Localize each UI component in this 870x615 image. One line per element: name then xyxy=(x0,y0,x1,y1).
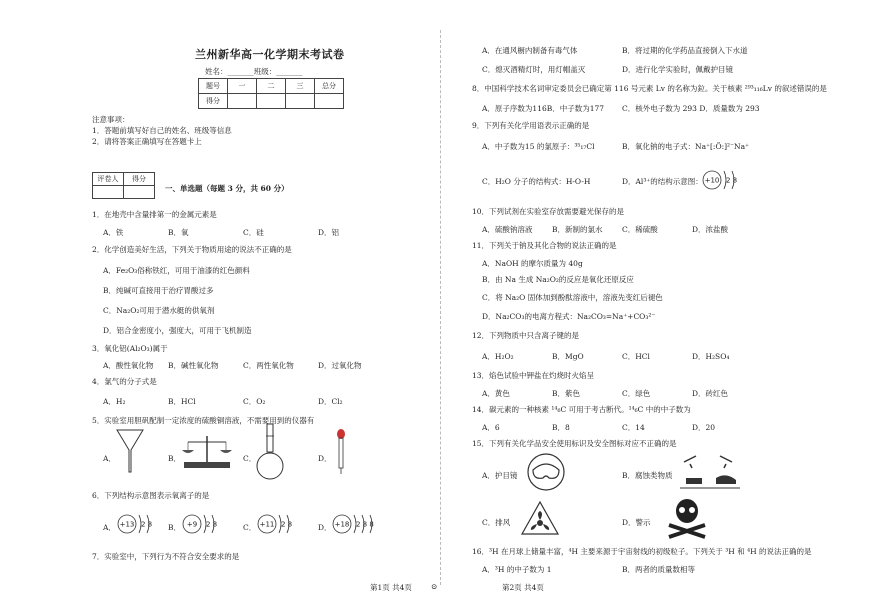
option[interactable]: B．HCl xyxy=(168,397,196,406)
option[interactable]: B．氧化钠的电子式：Na⁺[:Ö:]²⁻Na⁺ xyxy=(622,142,750,151)
option[interactable]: A．原子序数为116B．中子数为177 xyxy=(482,104,605,113)
option[interactable]: A．H₂O₂ xyxy=(482,352,514,361)
nucleus-charge: +13 xyxy=(119,520,135,529)
question-stem: 8．中国科学技术名词审定委员会已确定第 116 号元素 Lv 的名称为鉝。关于核素 ²⁹³₁₁₆Lv 的叙述错误的是 xyxy=(472,84,827,93)
option[interactable]: B．新制的氯水 xyxy=(552,225,603,234)
note-item: 1．答题前填写好自己的姓名、班级等信息 xyxy=(92,126,232,135)
option[interactable]: C．HCl xyxy=(622,352,650,361)
question-stem: 9．下列有关化学用语表示正确的是 xyxy=(472,121,590,130)
option[interactable]: D．警示 xyxy=(622,518,651,527)
shell-electrons: 2 8 xyxy=(141,520,153,529)
option[interactable]: A．NaOH 的摩尔质量为 40g xyxy=(482,259,583,268)
page-number: 第2页 共4页 xyxy=(502,583,544,592)
option[interactable]: D． xyxy=(318,523,332,532)
question-stem: 12．下列物质中只含离子键的是 xyxy=(472,331,580,340)
option[interactable]: D．铝 xyxy=(318,228,340,237)
shell-electrons: 2 8 8 xyxy=(356,520,374,529)
score-cell[interactable] xyxy=(228,94,257,109)
funnel-icon xyxy=(115,428,145,473)
score-header: 二 xyxy=(257,79,286,94)
student-info-line: 姓名：_______班级：_______ xyxy=(205,67,303,76)
option[interactable]: B．紫色 xyxy=(552,389,581,398)
question-stem: 6．下列结构示意图表示氧离子的是 xyxy=(92,491,210,500)
option[interactable]: D．20 xyxy=(692,423,716,432)
volumetric-flask-icon xyxy=(255,422,285,480)
note-item: 2．请将答案正确填写在答题卡上 xyxy=(92,137,202,146)
nucleus-charge: +9 xyxy=(186,520,198,529)
option[interactable]: D．Cl₂ xyxy=(318,397,343,406)
question-stem: 3．氧化铝(Al₂O₃)属于 xyxy=(92,344,168,353)
option[interactable]: D．进行化学实验时，佩戴护目镜 xyxy=(622,65,734,74)
option[interactable]: C．O₂ xyxy=(243,397,266,406)
score-cell[interactable] xyxy=(286,94,315,109)
exam-title: 兰州新华高一化学期末考试卷 xyxy=(195,48,345,61)
dropper-icon xyxy=(335,428,347,476)
notes-title: 注意事项： xyxy=(92,115,130,124)
question-stem: 7．实验室中，下列行为不符合安全要求的是 xyxy=(92,552,240,561)
score-header: 一 xyxy=(228,79,257,94)
score-header: 题号 xyxy=(199,79,228,94)
option[interactable]: D．过氧化物 xyxy=(318,361,362,370)
option[interactable]: C．14 xyxy=(622,423,645,432)
question-stem: 4．氯气的分子式是 xyxy=(92,377,157,386)
option[interactable]: C．H₂O 分子的结构式：H-O-H xyxy=(482,177,591,186)
goggles-icon xyxy=(525,452,567,492)
option[interactable]: C．绿色 xyxy=(622,389,651,398)
page-number: 第1页 共4页 xyxy=(370,583,412,592)
option[interactable]: D．浓盐酸 xyxy=(692,225,729,234)
question-stem: 10．下列试剂在实验室存放需要避光保存的是 xyxy=(472,207,625,216)
option[interactable]: A．H₂ xyxy=(103,397,126,406)
option[interactable]: C． xyxy=(243,523,257,532)
option[interactable]: A．Fe₂O₃俗称铁红，可用于油漆的红色颜料 xyxy=(103,266,250,275)
nucleus-charge: +10 xyxy=(704,176,720,185)
question-stem: 11．下列关于钠及其化合物的说法正确的是 xyxy=(472,241,617,250)
atom-diagram-d xyxy=(332,512,382,536)
question-stem: 1．在地壳中含量排第一的金属元素是 xyxy=(92,210,217,219)
option[interactable]: B．8 xyxy=(552,423,570,432)
question-stem: 15．下列有关化学品安全使用标识及安全图标对应不正确的是 xyxy=(472,439,677,448)
option[interactable]: C．核外电子数为 293 D．质量数为 293 xyxy=(622,104,760,113)
option[interactable]: A．中子数为15 的氯原子：³⁵₁₇Cl xyxy=(482,142,595,151)
option[interactable]: B．氧 xyxy=(168,228,189,237)
option[interactable]: A．³H 的中子数为 1 xyxy=(482,565,552,574)
option[interactable]: D．Al³⁺的结构示意图： xyxy=(622,177,703,186)
grader-header: 评卷人 xyxy=(93,173,124,186)
question-stem: 14．碳元素的一种核素 ¹⁴₆C 可用于考古断代。¹⁴₆C 中的中子数为 xyxy=(472,405,691,414)
question-stem: 16．³H 在月球上储量丰富，⁴H 主要来源于宇宙射线的初级粒子。下列关于 ³H 和 ⁴H 的说法正确的是 xyxy=(472,547,812,556)
option[interactable]: C．将 Na₂O 固体加到酚酞溶液中，溶液先变红后褪色 xyxy=(482,293,663,302)
score-header: 总分 xyxy=(315,79,344,94)
option[interactable]: B．由 Na 生成 Na₂O₂的反应是氧化还原反应 xyxy=(482,275,634,284)
question-stem: 5．实验室用胆矾配制一定浓度的硫酸铜溶液，不需要用到的仪器有 xyxy=(92,416,315,425)
option[interactable]: C．稀硫酸 xyxy=(622,225,658,234)
option[interactable]: A． xyxy=(103,454,116,463)
option[interactable]: A．在通风橱内制备有毒气体 xyxy=(482,46,578,55)
option[interactable]: B． xyxy=(168,454,182,463)
option[interactable]: A．硫酸钠溶液 xyxy=(482,225,533,234)
shell-electrons: 2 8 xyxy=(281,520,293,529)
option[interactable]: C．熄灭酒精灯时，用灯帽盖灭 xyxy=(482,65,586,74)
score-cell[interactable] xyxy=(315,94,344,109)
option[interactable]: C．Na₂O₂可用于潜水艇的供氧剂 xyxy=(103,306,215,315)
option[interactable]: A．铁 xyxy=(103,228,124,237)
grader-cell[interactable] xyxy=(93,186,124,199)
score-cell[interactable] xyxy=(257,94,286,109)
option[interactable]: A．酸性氧化物 xyxy=(103,361,154,370)
binding-mark: ⊙ xyxy=(431,582,438,591)
option[interactable]: D．H₂SO₄ xyxy=(692,352,730,361)
atom-diagram-a xyxy=(117,512,157,536)
corrosive-icon xyxy=(680,452,740,492)
atom-diagram-c xyxy=(257,512,297,536)
option[interactable]: A． xyxy=(103,523,116,532)
score-header: 三 xyxy=(286,79,315,94)
option[interactable]: C．排风 xyxy=(482,518,511,527)
skull-crossbones-icon xyxy=(665,495,709,539)
option[interactable]: B．MgO xyxy=(552,352,584,361)
grader-table xyxy=(92,172,155,199)
shell-electrons: 2 8 xyxy=(726,176,738,185)
question-stem: 13．焰色试验中钾盐在灼烧时火焰呈 xyxy=(472,371,595,380)
option[interactable]: D． xyxy=(318,454,332,463)
grader-header: 得分 xyxy=(124,173,155,186)
al-ion-diagram xyxy=(702,168,742,192)
score-table xyxy=(198,78,344,109)
section-heading: 一、单选题（每题 3 分，共 60 分） xyxy=(165,184,289,193)
option[interactable]: D．Na₂CO₃的电离方程式：Na₂CO₃=Na⁺+CO₃²⁻ xyxy=(482,312,656,321)
shell-electrons: 2 8 xyxy=(206,520,218,529)
option[interactable]: B．将过期的化学药品直接倒入下水道 xyxy=(622,46,748,55)
nucleus-charge: +11 xyxy=(259,520,275,529)
ventilation-icon xyxy=(520,500,560,536)
page-divider xyxy=(440,30,441,585)
option[interactable]: A．护目镜 xyxy=(482,471,518,480)
option[interactable]: D．铝合金密度小，强度大，可用于飞机制造 xyxy=(103,326,252,335)
option[interactable]: D．砖红色 xyxy=(692,389,729,398)
option[interactable]: C． xyxy=(243,454,257,463)
nucleus-charge: +18 xyxy=(334,520,350,529)
option[interactable]: C．两性氧化物 xyxy=(243,361,294,370)
option[interactable]: B．两者的质量数相等 xyxy=(622,565,696,574)
balance-scale-icon xyxy=(180,432,235,470)
option[interactable]: C．硅 xyxy=(243,228,264,237)
option[interactable]: B．腐蚀类物质 xyxy=(622,471,673,480)
question-stem: 2．化学创造美好生活，下列关于物质用途的说法不正确的是 xyxy=(92,245,292,254)
option[interactable]: B． xyxy=(168,523,182,532)
option[interactable]: B．碱性氧化物 xyxy=(168,361,219,370)
option[interactable]: A．黄色 xyxy=(482,389,510,398)
option[interactable]: B．纯碱可直接用于治疗胃酸过多 xyxy=(103,286,214,295)
option[interactable]: A．6 xyxy=(482,423,500,432)
score-row-label: 得分 xyxy=(199,94,228,109)
atom-diagram-b xyxy=(182,512,222,536)
grader-cell[interactable] xyxy=(124,186,155,199)
page-right xyxy=(450,0,870,615)
page-left xyxy=(0,0,430,615)
